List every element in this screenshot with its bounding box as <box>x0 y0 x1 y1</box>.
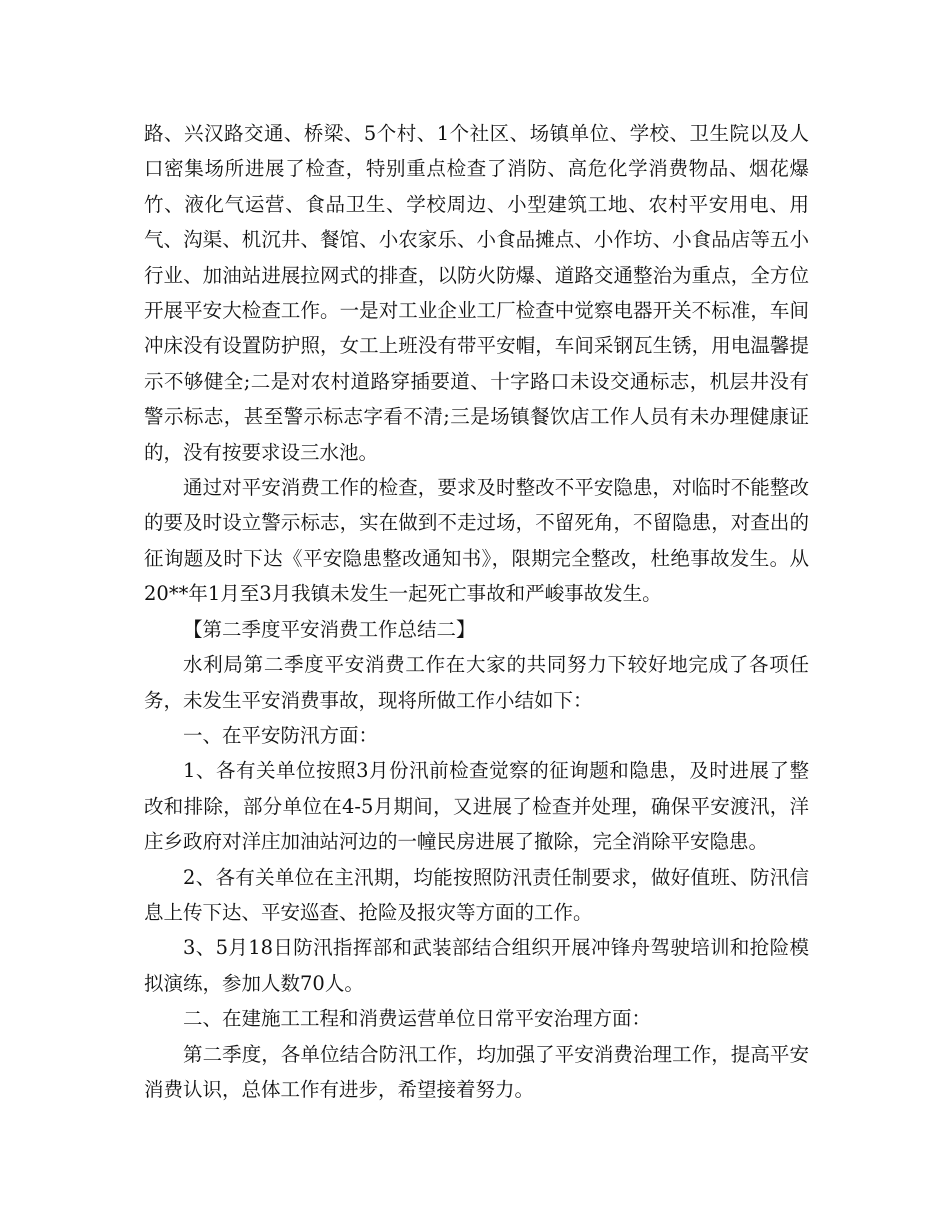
section-heading-summary-two: 【第二季度平安消费工作总结二】 <box>183 617 476 641</box>
paragraph-flood-item-2: 2、各有关单位在主汛期，均能按照防汛责任制要求，做好值班、防汛信息上传下达、平安巡查、抢险及报灾等方面的工作。 <box>144 865 809 924</box>
paragraph-flood-item-3: 3、5月18日防汛指挥部和武装部结合组织开展冲锋舟驾驶培训和抢险模拟演练，参加人数70人。 <box>144 936 809 995</box>
paragraph-water-bureau-intro: 水利局第二季度平安消费工作在大家的共同努力下较好地完成了各项任务，未发生平安消费事故，现将所做工作小结如下： <box>144 653 809 712</box>
paragraph-construction-safety: 第二季度，各单位结合防汛工作，均加强了平安消费治理工作，提高平安消费认识，总体工作有进步，希望接着努力。 <box>144 1042 809 1101</box>
document-body <box>144 116 809 1107</box>
paragraph-inspection-details: 路、兴汉路交通、桥梁、5个村、1个社区、场镇单位、学校、卫生院以及人口密集场所进展了检查，特别重点检查了消防、高危化学消费物品、烟花爆竹、液化气运营、食品卫生、学校周边、小型建筑工地、农村平安用电、用气、沟渠、机沉井、餐馆、小农家乐、小食品摊点、小作坊、小食品店等五小行业、加油站进展拉网式的排查，以防火防爆、道路交通整治为重点，全方位开展平安大检查工作。一是对工业企业工厂检查中觉察电器开关不标准，车间冲床没有设置防护照，女工上班没有带平安帽，车间采钢瓦生锈，用电温馨提示不够健全;二是对农村道路穿插要道、十字路口未设交通标志，机层井没有警示标志，甚至警示标志字看不清;三是场镇餐饮店工作人员有未办理健康证的，没有按要求设三水池。 <box>144 122 809 464</box>
paragraph-flood-item-1: 1、各有关单位按照3月份汛前检查觉察的征询题和隐患，及时进展了整改和排除，部分单位在4-5月期间，又进展了检查并处理，确保平安渡汛，洋庄乡政府对洋庄加油站河边的一幢民房进展了撤除，完全消除平安隐患。 <box>144 759 809 854</box>
subheading-flood-safety: 一、在平安防汛方面： <box>183 723 379 747</box>
paragraph-rectification: 通过对平安消费工作的检查，要求及时整改不平安隐患，对临时不能整改的要及时设立警示标志，实在做到不走过场，不留死角，不留隐患，对查出的征询题及时下达《平安隐患整改通知书》，限期完全整改，杜绝事故发生。从20**年1月至3月我镇未发生一起死亡事故和严峻事故发生。 <box>144 476 809 606</box>
subheading-construction-safety: 二、在建施工工程和消费运营单位日常平安治理方面： <box>183 1007 652 1031</box>
